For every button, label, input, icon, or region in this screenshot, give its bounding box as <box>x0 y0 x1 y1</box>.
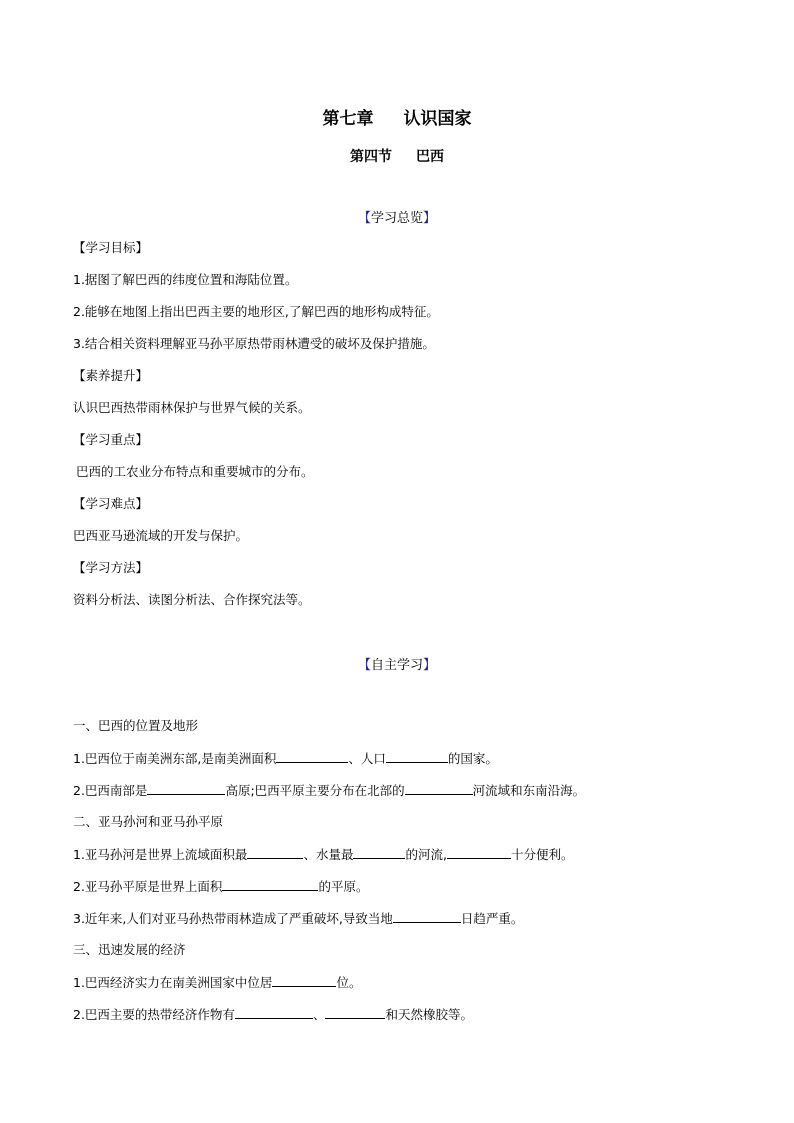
chapter-name: 认识国家 <box>403 109 472 129</box>
fill-blank[interactable] <box>393 910 461 923</box>
fill-blank[interactable] <box>272 974 336 987</box>
part2-question-1: 1.亚马孙河是世界上流域面积最 、水量最 的河流, 十分便利。 <box>73 847 574 862</box>
section-name: 巴西 <box>416 149 444 165</box>
section-number: 第四节 <box>350 149 392 165</box>
method-text: 资料分析法、读图分析法、合作探究法等。 <box>73 592 311 607</box>
difficulty-label: 【学习难点】 <box>73 496 149 511</box>
fill-blank[interactable] <box>353 846 405 859</box>
method-label: 【学习方法】 <box>73 560 149 575</box>
literacy-label: 【素养提升】 <box>73 368 149 383</box>
literacy-text: 认识巴西热带雨林保护与世界气候的关系。 <box>73 400 311 415</box>
part2-question-2: 2.亚马孙平原是世界上面积 的平原。 <box>73 879 369 894</box>
fill-blank[interactable] <box>405 782 473 795</box>
goals-label: 【学习目标】 <box>73 240 149 255</box>
fill-blank[interactable] <box>386 750 448 763</box>
part3-question-2: 2.巴西主要的热带经济作物有 、 和天然橡胶等。 <box>73 1007 473 1022</box>
self-study-heading: 【自主学习】 <box>357 658 437 673</box>
key-text: 巴西的工农业分布特点和重要城市的分布。 <box>76 464 314 479</box>
section-title <box>0 146 794 166</box>
goal-1: 1.据图了解巴西的纬度位置和海陆位置。 <box>73 272 298 287</box>
part1-title: 一、巴西的位置及地形 <box>73 718 199 733</box>
fill-blank[interactable] <box>276 750 348 763</box>
part2-title: 二、亚马孙河和亚马孙平原 <box>73 814 224 829</box>
fill-blank[interactable] <box>147 782 225 795</box>
difficulty-text: 巴西亚马逊流域的开发与保护。 <box>73 528 249 543</box>
fill-blank[interactable] <box>447 846 511 859</box>
part1-question-1: 1.巴西位于南美洲东部,是南美洲面积 、人口 的国家。 <box>73 751 498 766</box>
part3-title: 三、迅速发展的经济 <box>73 942 186 957</box>
chapter-title <box>0 104 794 129</box>
fill-blank[interactable] <box>235 1006 313 1019</box>
chapter-number: 第七章 <box>322 109 374 129</box>
key-label: 【学习重点】 <box>73 432 149 447</box>
fill-blank[interactable] <box>247 846 303 859</box>
goal-3: 3.结合相关资料理解亚马孙平原热带雨林遭受的破坏及保护措施。 <box>73 336 435 351</box>
part2-question-3: 3.近年来,人们对亚马孙热带雨林造成了严重破坏,导致当地 日趋严重。 <box>73 911 524 926</box>
fill-blank[interactable] <box>222 878 318 891</box>
overview-heading: 【学习总览】 <box>357 211 437 226</box>
part3-question-1: 1.巴西经济实力在南美洲国家中位居 位。 <box>73 975 362 990</box>
part1-question-2: 2.巴西南部是 高原;巴西平原主要分布在北部的 河流域和东南沿海。 <box>73 783 586 798</box>
fill-blank[interactable] <box>325 1006 385 1019</box>
goal-2: 2.能够在地图上指出巴西主要的地形区,了解巴西的地形构成特征。 <box>73 304 439 319</box>
